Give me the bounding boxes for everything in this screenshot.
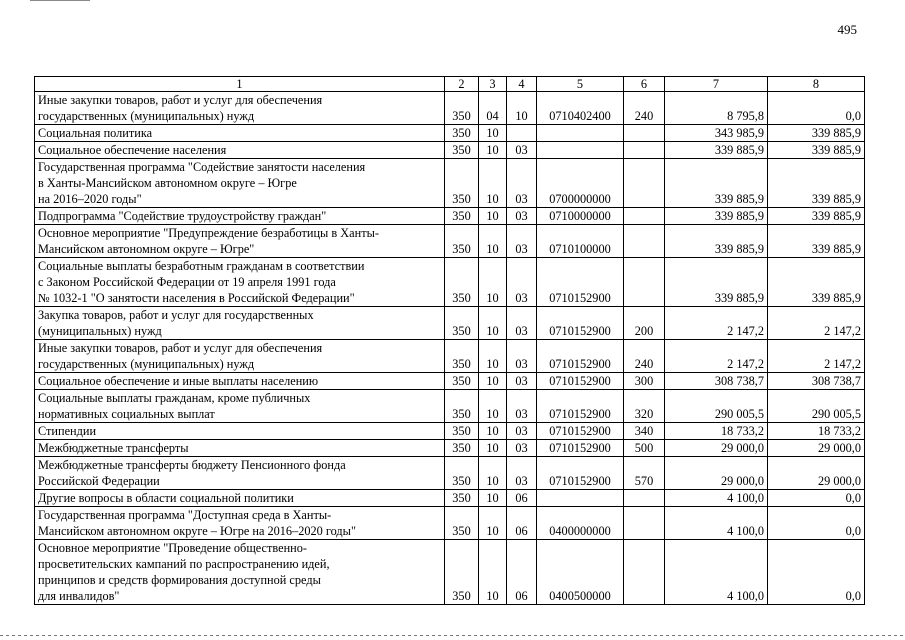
table-row <box>35 507 865 540</box>
cell-target-article: 0710152900 <box>537 340 624 373</box>
cell-amount-year-1: 339 885,9 <box>665 208 768 225</box>
budget-table <box>34 76 865 605</box>
cell-admin-code: 350 <box>445 540 479 605</box>
cell-target-article: 0400500000 <box>537 540 624 605</box>
cell-amount-year-2: 339 885,9 <box>768 208 865 225</box>
scan-artifact-top <box>30 0 90 1</box>
cell-amount-year-2: 0,0 <box>768 507 865 540</box>
cell-name-line: Основное мероприятие "Проведение общественно- <box>38 541 307 555</box>
cell-expense-type <box>624 125 665 142</box>
cell-name-line: Социальные выплаты гражданам, кроме публичных <box>38 391 311 405</box>
cell-amount-year-2: 339 885,9 <box>768 159 865 208</box>
cell-name <box>35 440 445 457</box>
cell-name-line: Основное мероприятие "Предупреждение безработицы в Ханты- <box>38 226 379 240</box>
cell-subsection: 10 <box>507 92 537 125</box>
cell-target-article: 0710100000 <box>537 225 624 258</box>
cell-subsection: 03 <box>507 340 537 373</box>
cell-subsection: 03 <box>507 373 537 390</box>
cell-amount-year-1: 308 738,7 <box>665 373 768 390</box>
table-row <box>35 125 865 142</box>
cell-target-article: 0710152900 <box>537 390 624 423</box>
cell-section: 10 <box>479 373 507 390</box>
cell-target-article: 0710152900 <box>537 457 624 490</box>
table-row <box>35 490 865 507</box>
cell-amount-year-2: 290 005,5 <box>768 390 865 423</box>
cell-target-article: 0710152900 <box>537 258 624 307</box>
cell-name-line: в Ханты-Мансийском автономном округе – Югре <box>38 176 297 190</box>
cell-expense-type: 570 <box>624 457 665 490</box>
cell-amount-year-2: 339 885,9 <box>768 125 865 142</box>
cell-section: 10 <box>479 490 507 507</box>
cell-name <box>35 490 445 507</box>
cell-amount-year-1: 29 000,0 <box>665 457 768 490</box>
cell-subsection: 06 <box>507 507 537 540</box>
cell-name-line: Межбюджетные трансферты бюджету Пенсионного фонда <box>38 458 346 472</box>
table-row <box>35 208 865 225</box>
cell-subsection: 03 <box>507 423 537 440</box>
cell-name-line: Мансийском автономном округе – Югре" <box>38 242 255 256</box>
cell-target-article: 0710152900 <box>537 373 624 390</box>
cell-amount-year-2: 0,0 <box>768 92 865 125</box>
cell-admin-code: 350 <box>445 390 479 423</box>
cell-expense-type: 340 <box>624 423 665 440</box>
cell-name <box>35 125 445 142</box>
table-row <box>35 225 865 258</box>
cell-admin-code: 350 <box>445 92 479 125</box>
cell-expense-type: 240 <box>624 92 665 125</box>
cell-subsection: 03 <box>507 307 537 340</box>
cell-admin-code: 350 <box>445 457 479 490</box>
cell-subsection: 03 <box>507 208 537 225</box>
cell-amount-year-1: 2 147,2 <box>665 307 768 340</box>
table-row <box>35 457 865 490</box>
cell-admin-code: 350 <box>445 440 479 457</box>
cell-subsection: 03 <box>507 258 537 307</box>
cell-admin-code: 350 <box>445 142 479 159</box>
cell-amount-year-2: 0,0 <box>768 490 865 507</box>
cell-name-line: государственных (муниципальных) нужд <box>38 109 255 123</box>
cell-amount-year-2: 2 147,2 <box>768 307 865 340</box>
page-number: 495 <box>837 22 857 37</box>
cell-expense-type <box>624 142 665 159</box>
cell-amount-year-2: 339 885,9 <box>768 258 865 307</box>
cell-name-line: № 1032-1 "О занятости населения в Российской Федерации" <box>38 291 355 305</box>
cell-name-line: Социальная политика <box>38 126 153 140</box>
cell-name <box>35 540 445 605</box>
cell-admin-code: 350 <box>445 423 479 440</box>
cell-amount-year-2: 2 147,2 <box>768 340 865 373</box>
cell-amount-year-1: 4 100,0 <box>665 540 768 605</box>
cell-target-article <box>537 490 624 507</box>
cell-target-article <box>537 125 624 142</box>
cell-name-line: Стипендии <box>38 424 97 438</box>
cell-amount-year-1: 339 885,9 <box>665 258 768 307</box>
table-row <box>35 142 865 159</box>
cell-expense-type <box>624 258 665 307</box>
cell-section: 10 <box>479 457 507 490</box>
cell-name-line: просветительских кампаний по распространению идей, <box>38 557 330 571</box>
cell-name-line: на 2016–2020 годы" <box>38 192 142 206</box>
cell-name <box>35 307 445 340</box>
table-row <box>35 340 865 373</box>
cell-amount-year-2: 29 000,0 <box>768 457 865 490</box>
cell-name-line: принципов и средств формирования доступной среды <box>38 573 321 587</box>
cell-target-article: 0710152900 <box>537 423 624 440</box>
cell-name-line: Мансийском автономном округе – Югре на 2016–2020 годы" <box>38 524 356 538</box>
cell-name <box>35 423 445 440</box>
table-row <box>35 423 865 440</box>
cell-expense-type <box>624 208 665 225</box>
header-col-7: 7 <box>665 77 768 92</box>
cell-section: 10 <box>479 142 507 159</box>
cell-expense-type: 320 <box>624 390 665 423</box>
cell-subsection <box>507 125 537 142</box>
cell-name <box>35 340 445 373</box>
table-row <box>35 92 865 125</box>
cell-name <box>35 390 445 423</box>
cell-amount-year-2: 339 885,9 <box>768 225 865 258</box>
cell-name <box>35 208 445 225</box>
cell-admin-code: 350 <box>445 125 479 142</box>
cell-target-article <box>537 142 624 159</box>
cell-subsection: 03 <box>507 225 537 258</box>
header-col-3: 3 <box>479 77 507 92</box>
cell-expense-type: 240 <box>624 340 665 373</box>
table-row <box>35 390 865 423</box>
table-row <box>35 440 865 457</box>
cell-admin-code: 350 <box>445 159 479 208</box>
cell-subsection: 03 <box>507 390 537 423</box>
cell-name <box>35 258 445 307</box>
cell-admin-code: 350 <box>445 373 479 390</box>
cell-subsection: 03 <box>507 440 537 457</box>
cell-section: 10 <box>479 258 507 307</box>
cell-name-line: Межбюджетные трансферты <box>38 441 189 455</box>
cell-target-article: 0700000000 <box>537 159 624 208</box>
cell-amount-year-2: 308 738,7 <box>768 373 865 390</box>
header-col-6: 6 <box>624 77 665 92</box>
table-row <box>35 307 865 340</box>
cell-subsection: 06 <box>507 540 537 605</box>
cell-section: 10 <box>479 307 507 340</box>
cell-section: 10 <box>479 540 507 605</box>
cell-target-article: 0710152900 <box>537 307 624 340</box>
cell-amount-year-1: 290 005,5 <box>665 390 768 423</box>
cell-name-line: Закупка товаров, работ и услуг для государственных <box>38 308 314 322</box>
cell-name-line: Социальное обеспечение населения <box>38 143 227 157</box>
cell-name-line: для инвалидов" <box>38 589 120 603</box>
cell-name-line: (муниципальных) нужд <box>38 324 162 338</box>
cell-section: 10 <box>479 423 507 440</box>
cell-name-line: Социальные выплаты безработным гражданам в соответствии <box>38 259 365 273</box>
cell-name <box>35 457 445 490</box>
cell-admin-code: 350 <box>445 208 479 225</box>
cell-amount-year-1: 18 733,2 <box>665 423 768 440</box>
cell-amount-year-1: 29 000,0 <box>665 440 768 457</box>
cell-admin-code: 350 <box>445 490 479 507</box>
table-header-row <box>35 77 865 92</box>
cell-name-line: нормативных социальных выплат <box>38 407 215 421</box>
cell-expense-type <box>624 507 665 540</box>
cell-subsection: 03 <box>507 142 537 159</box>
cell-expense-type: 500 <box>624 440 665 457</box>
table-row <box>35 540 865 605</box>
cell-name-line: Другие вопросы в области социальной политики <box>38 491 294 505</box>
cell-amount-year-2: 339 885,9 <box>768 142 865 159</box>
cell-expense-type <box>624 490 665 507</box>
cell-name <box>35 225 445 258</box>
cell-expense-type <box>624 159 665 208</box>
cell-amount-year-1: 339 885,9 <box>665 142 768 159</box>
cell-name <box>35 507 445 540</box>
header-col-8: 8 <box>768 77 865 92</box>
cell-name-line: с Законом Российской Федерации от 19 апреля 1991 года <box>38 275 336 289</box>
cell-name <box>35 142 445 159</box>
cell-section: 10 <box>479 159 507 208</box>
cell-admin-code: 350 <box>445 307 479 340</box>
cell-section: 04 <box>479 92 507 125</box>
cell-expense-type: 300 <box>624 373 665 390</box>
cell-section: 10 <box>479 125 507 142</box>
cell-section: 10 <box>479 225 507 258</box>
cell-subsection: 03 <box>507 457 537 490</box>
cell-expense-type <box>624 225 665 258</box>
cell-name-line: Государственная программа "Доступная среда в Ханты- <box>38 508 332 522</box>
table-row <box>35 373 865 390</box>
cell-name-line: Иные закупки товаров, работ и услуг для обеспечения <box>38 341 323 355</box>
cell-target-article: 0710000000 <box>537 208 624 225</box>
cell-admin-code: 350 <box>445 225 479 258</box>
cell-section: 10 <box>479 340 507 373</box>
header-col-2: 2 <box>445 77 479 92</box>
cell-amount-year-1: 4 100,0 <box>665 507 768 540</box>
cell-expense-type: 200 <box>624 307 665 340</box>
cell-name-line: Подпрограмма "Содействие трудоустройству граждан" <box>38 209 327 223</box>
table-row <box>35 258 865 307</box>
cell-amount-year-1: 339 885,9 <box>665 159 768 208</box>
cell-amount-year-1: 8 795,8 <box>665 92 768 125</box>
cell-target-article: 0400000000 <box>537 507 624 540</box>
header-col-1: 1 <box>35 77 445 92</box>
cell-subsection: 03 <box>507 159 537 208</box>
cell-name <box>35 373 445 390</box>
header-col-5: 5 <box>537 77 624 92</box>
cell-amount-year-1: 339 885,9 <box>665 225 768 258</box>
cell-admin-code: 350 <box>445 507 479 540</box>
cell-name-line: Государственная программа "Содействие занятости населения <box>38 160 366 174</box>
cell-amount-year-1: 2 147,2 <box>665 340 768 373</box>
scan-artifact-bottom <box>0 635 905 636</box>
cell-name-line: государственных (муниципальных) нужд <box>38 357 255 371</box>
cell-name-line: Иные закупки товаров, работ и услуг для обеспечения <box>38 93 323 107</box>
cell-amount-year-2: 18 733,2 <box>768 423 865 440</box>
cell-amount-year-2: 29 000,0 <box>768 440 865 457</box>
header-col-4: 4 <box>507 77 537 92</box>
table-row <box>35 159 865 208</box>
cell-target-article: 0710402400 <box>537 92 624 125</box>
cell-target-article: 0710152900 <box>537 440 624 457</box>
cell-name <box>35 92 445 125</box>
cell-admin-code: 350 <box>445 258 479 307</box>
cell-name-line: Социальное обеспечение и иные выплаты населению <box>38 374 319 388</box>
cell-amount-year-1: 343 985,9 <box>665 125 768 142</box>
cell-section: 10 <box>479 208 507 225</box>
cell-section: 10 <box>479 440 507 457</box>
cell-expense-type <box>624 540 665 605</box>
cell-name <box>35 159 445 208</box>
cell-subsection: 06 <box>507 490 537 507</box>
cell-amount-year-1: 4 100,0 <box>665 490 768 507</box>
cell-name-line: Российской Федерации <box>38 474 160 488</box>
cell-amount-year-2: 0,0 <box>768 540 865 605</box>
cell-section: 10 <box>479 390 507 423</box>
cell-section: 10 <box>479 507 507 540</box>
cell-admin-code: 350 <box>445 340 479 373</box>
